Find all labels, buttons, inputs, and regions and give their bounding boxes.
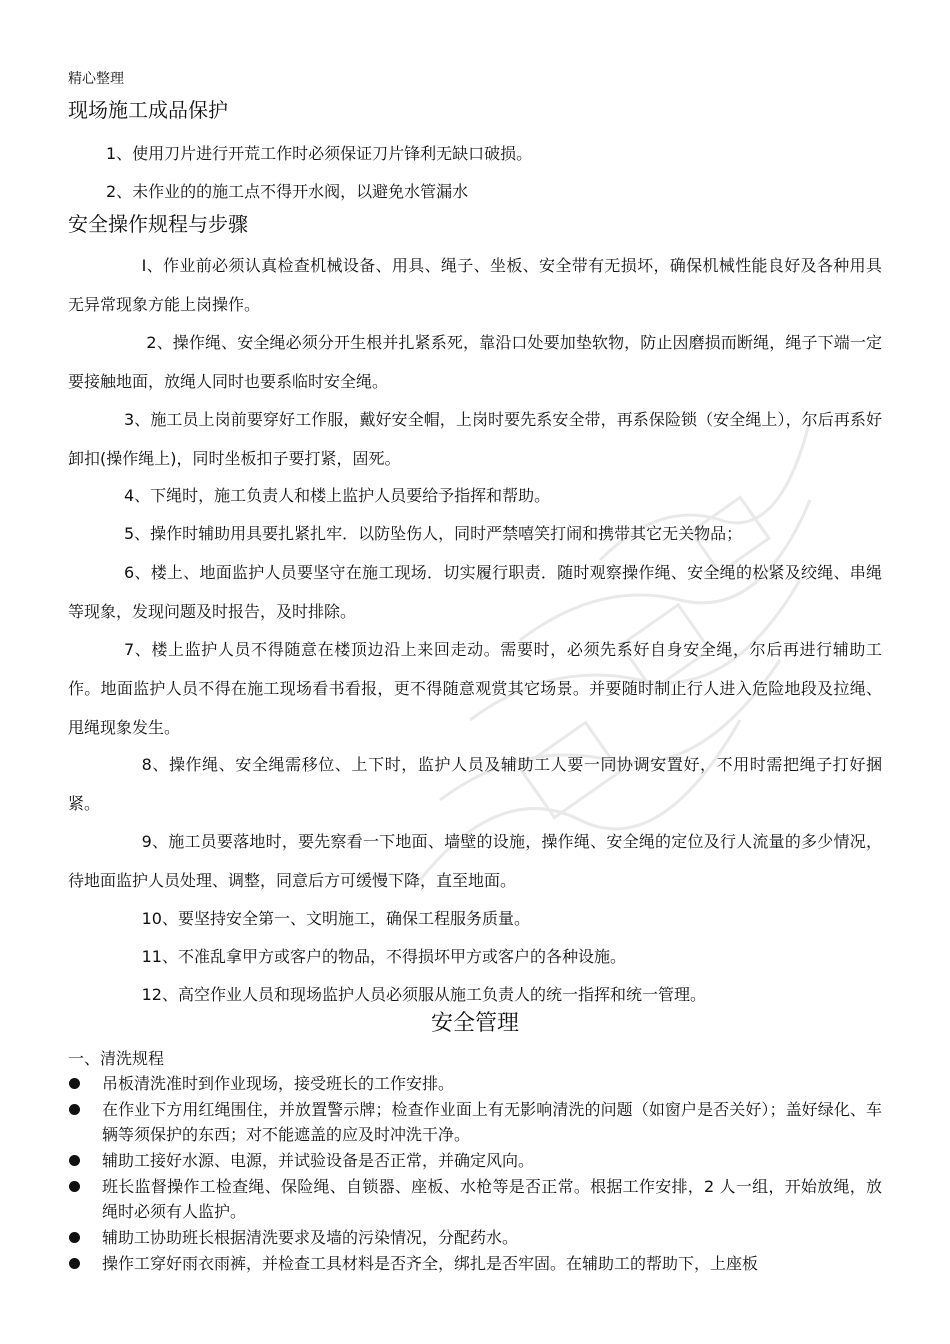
list-item bbox=[68, 1225, 882, 1250]
section-title-safety-procedures: 安全操作规程与步骤 bbox=[68, 212, 248, 236]
list-item bbox=[68, 1097, 882, 1147]
section-title-protection: 现场施工成品保护 bbox=[68, 98, 228, 122]
protection-item-2: 2、未作业的的施工点不得开水阀，以避免水管漏水 bbox=[106, 182, 469, 201]
procedure-paragraph-4: 4、下绳时，施工负责人和楼上监护人员要给予指挥和帮助。 bbox=[124, 486, 551, 505]
list-item bbox=[68, 1251, 882, 1276]
list-item bbox=[68, 1071, 882, 1096]
procedure-paragraph-5: 5、操作时辅助用具要扎紧扎牢．以防坠伤人，同时严禁嘻笑打闹和携带其它无关物品； bbox=[124, 524, 743, 543]
list-item-text: 辅助工接好水源、电源，并试验设备是否正常，并确定风向。 bbox=[102, 1151, 535, 1170]
bullet-icon bbox=[69, 1104, 80, 1115]
cleaning-procedure-list bbox=[68, 1071, 882, 1277]
bullet-icon bbox=[69, 1155, 80, 1166]
procedure-paragraph-12: 12、高空作业人员和现场监护人员必须服从施工负责人的统一指挥和统一管理。 bbox=[141, 985, 706, 1004]
cleaning-procedure-heading: 一、清洗规程 bbox=[68, 1049, 165, 1068]
procedure-paragraph-10: 10、要坚持安全第一、文明施工，确保工程服务质量。 bbox=[141, 909, 530, 928]
list-item-text: 班长监督操作工检查绳、保险绳、自锁器、座板、水枪等是否正常。根据工作安排，2 人一组，开始放绳，放绳时必须有人监护。 bbox=[102, 1177, 882, 1221]
list-item-text: 在作业下方用红绳围住，并放置警示牌；检查作业面上有无影响清洗的问题（如窗户是否关好）；盖好绿化、车辆等须保护的东西；对不能遮盖的应及时冲洗干净。 bbox=[102, 1100, 882, 1144]
procedure-paragraph-6: 6、楼上、地面监护人员要坚守在施工现场．切实履行职责．随时观察操作绳、安全绳的松紧及绞绳、串绳等现象，发现问题及时报告，及时排除。 bbox=[68, 563, 882, 621]
procedure-paragraph-7: 7、楼上监护人员不得随意在楼顶边沿上来回走动。需要时，必须先系好自身安全绳，尔后再进行辅助工作。地面监护人员不得在施工现场看书看报，更不得随意观赏其它场景。并要随时制止行人进入危险地段及拉绳、甩绳现象发生。 bbox=[68, 640, 882, 737]
list-item-text: 辅助工协助班长根据清洗要求及墙的污染情况，分配药水。 bbox=[102, 1228, 519, 1247]
procedure-paragraph-8: 8、操作绳、安全绳需移位、上下时，监护人员及辅助工人要一同协调安置好，不用时需把绳子打好捆紧。 bbox=[68, 755, 882, 813]
procedure-paragraph-11: 11、不准乱拿甲方或客户的物品，不得损坏甲方或客户的各种设施。 bbox=[141, 947, 626, 966]
bullet-icon bbox=[69, 1258, 80, 1269]
list-item-text: 操作工穿好雨衣雨裤，并检查工具材料是否齐全，绑扎是否牢固。在辅助工的帮助下，上座板 bbox=[102, 1254, 759, 1273]
list-item bbox=[68, 1174, 882, 1224]
procedure-paragraph-3: 3、施工员上岗前要穿好工作服，戴好安全帽，上岗时要先系安全带，再系保险锁（安全绳上），尔后再系好卸扣(操作绳上)，同时坐板扣子要打紧，固死。 bbox=[68, 410, 882, 468]
bullet-icon bbox=[69, 1232, 80, 1243]
procedure-paragraph-9: 9、施工员要落地时，要先察看一下地面、墙壁的设施，操作绳、安全绳的定位及行人流量的多少情况，待地面监护人员处理、调整，同意后方可缓慢下降，直至地面。 bbox=[68, 832, 882, 890]
page-header: 精心整理 bbox=[68, 71, 124, 87]
protection-item-1: 1、使用刀片进行开荒工作时必须保证刀片锋利无缺口破损。 bbox=[106, 144, 533, 163]
section-title-safety-management: 安全管理 bbox=[430, 1011, 519, 1036]
procedure-paragraph-2: 2、操作绳、安全绳必须分开生根并扎紧系死，靠沿口处要加垫软物，防止因磨损而断绳，绳子下端一定要接触地面，放绳人同时也要系临时安全绳。 bbox=[68, 333, 882, 391]
list-item-text: 吊板清洗准时到作业现场，接受班长的工作安排。 bbox=[102, 1074, 455, 1093]
bullet-icon bbox=[69, 1181, 80, 1192]
bullet-icon bbox=[69, 1078, 80, 1089]
list-item bbox=[68, 1148, 882, 1173]
procedure-paragraph-1: I、作业前必须认真检查机械设备、用具、绳子、坐板、安全带有无损坏，确保机械性能良好及各种用具无异常现象方能上岗操作。 bbox=[68, 256, 882, 314]
